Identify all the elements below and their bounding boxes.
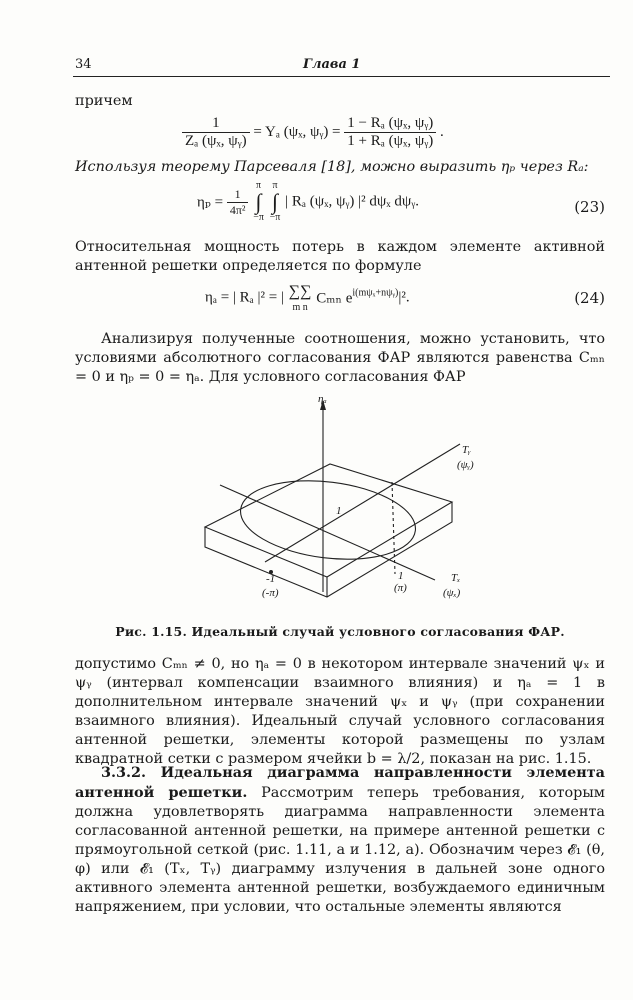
tx-axis: [220, 485, 435, 580]
section-text: Рассмотрим теперь требования, которым должна удовлетворять диаграмма направленности элемента согласованной антенной решетки, на примере антенной решетки с прямоугольной сеткой (рис. 1.11, a и 1.12, a). Обозначим через 𝓔₁ (θ, φ) или 𝓔₁ (Tₓ, Tᵧ) диаграмму излучения в дальней зоне одного активного элемента антенной решетки, возбуждаемого единичным напряжением, при условии, что остальные элементы являются: [75, 785, 605, 915]
eq24-rhs: Cₘₙ e: [316, 290, 353, 307]
eq-impedance-rhs-num: 1 − Rₐ (ψₓ, ψᵧ): [344, 115, 436, 133]
eq23-coef-num: 1: [227, 187, 249, 203]
eq23-int2-lower: −π: [269, 212, 281, 223]
axis-label-ty: Tᵧ: [462, 444, 471, 456]
eq23-int1-upper: π: [256, 180, 262, 191]
eq23-int1-lower: −π: [253, 212, 264, 223]
running-title: Глава 1: [303, 57, 361, 72]
plate-side-faces: [205, 502, 452, 597]
sum-sign: ∑∑: [288, 283, 312, 300]
eq23-number: (23): [574, 198, 605, 216]
label-pi: (π): [394, 582, 407, 594]
axis-label-tx: Tₓ: [451, 572, 461, 584]
label-neg-one: -1: [266, 573, 276, 585]
plate-top-face: [205, 464, 452, 577]
dashed-guide: [392, 482, 395, 574]
equation-24: [205, 282, 410, 314]
eq-impedance-end: .: [439, 123, 444, 140]
eq23-lhs: ηₚ =: [197, 194, 224, 211]
figure-1-15: [190, 392, 540, 614]
intro-word: причем: [75, 93, 133, 109]
page-number: 34: [75, 57, 92, 72]
header-rule: [73, 76, 610, 77]
eq23-int2-upper: π: [272, 180, 278, 191]
label-one: 1: [398, 570, 404, 582]
section-3-3-2: [75, 763, 605, 917]
eq24-lhs: ηₐ = | Rₐ |² = |: [205, 289, 284, 306]
eq-impedance-middle: = Yₐ (ψₓ, ψᵧ) =: [253, 123, 341, 140]
parseval-sentence: Используя теорему Парсеваля [18], можно выразить ηₚ через Rₐ:: [75, 159, 589, 175]
eq24-number: (24): [574, 289, 605, 307]
axis-label-eta: ηₐ: [318, 393, 327, 405]
integral-sign: ∫: [255, 189, 262, 214]
eq24-end: |².: [398, 289, 410, 306]
axis-label-tx-sub: (ψₓ): [443, 587, 461, 599]
ty-axis: [265, 444, 460, 562]
axis-label-ty-sub: (ψᵧ): [457, 459, 474, 471]
eq24-exponent: i(mψₓ+nψᵧ): [352, 287, 399, 299]
para-relative-power: Относительная мощность потерь в каждом элементе активной антенной решетки определяется по формуле: [75, 239, 605, 274]
eq-impedance-num: 1: [182, 115, 250, 133]
equation-23: [197, 180, 419, 224]
label-neg-pi: (-π): [262, 587, 279, 599]
label-top-one: 1: [336, 505, 342, 517]
equation-impedance: [182, 115, 444, 150]
eq-impedance-rhs-den: 1 + Rₐ (ψₓ, ψᵧ): [347, 133, 434, 149]
eq24-sum-limits: m n: [292, 302, 308, 313]
eq-impedance-den: Zₐ (ψₓ, ψᵧ): [185, 133, 247, 149]
eq23-coef-den: 4π²: [229, 202, 246, 217]
para-allowed: допустимо Cₘₙ ≠ 0, но ηₐ = 0 в некотором интервале значений ψₓ и ψᵧ (интервал компенсации взаимного влияния) и ηₐ = 1 в дополнительном интервале значений ψₓ и ψᵧ (при сохранении взаимного влияния). Идеальный случай условного согласования антенной решетки, элементы которой размещены по узлам квадратной сетки с размером ячейки b = λ/2, показан на рис. 1.15.: [75, 656, 605, 767]
para-analysis: Анализируя полученные соотношения, можно установить, что условиями абсолютного согласования ФАР являются равенства Cₘₙ = 0 и ηₚ = 0 = ηₐ. Для условного согласования ФАР: [75, 331, 605, 385]
integral-sign: ∫: [272, 189, 279, 214]
figure-caption: Рис. 1.15. Идеальный случай условного согласования ФАР.: [115, 624, 565, 639]
section-heading: 3.3.2. Идеальная диаграмма направленности элемента антенной решетки.: [75, 764, 605, 801]
circle-region: [236, 472, 420, 569]
eq23-integrand: | Rₐ (ψₓ, ψᵧ) |² dψₓ dψᵧ.: [285, 193, 419, 210]
